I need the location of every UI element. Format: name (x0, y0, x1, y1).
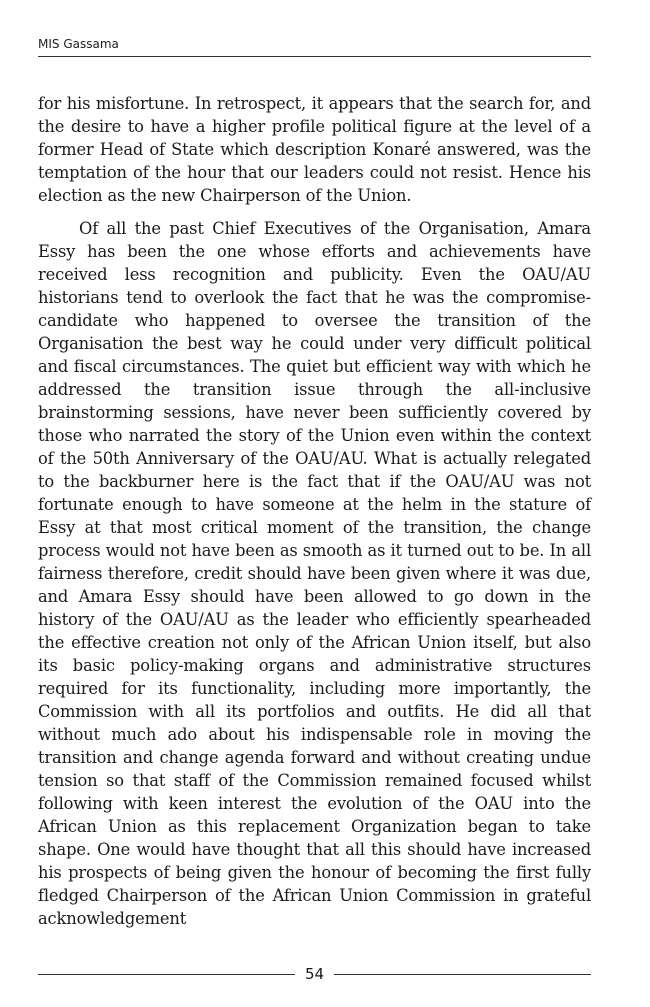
body-text (38, 92, 591, 940)
footer-rule-right (334, 974, 591, 975)
running-header: MIS Gassama (38, 37, 119, 51)
paragraph-continued: for his misfortune. In retrospect, it appears that the search for, and the desire to have a higher profile political figure at the level of a former Head of State which description Konaré answered, was the temptation of the hour that our leaders could not resist. Hence his election as the new Chairperson of the Union. (38, 94, 591, 205)
paragraph-amara-essy: Of all the past Chief Executives of the Organisation, Amara Essy has been the one whose efforts and achievements have received less recognition and publicity. Even the OAU/AU historians tend to overlook the fact that he was the compromise-candidate who happened to oversee the transition of the Organisation the best way he could under very difficult political and fiscal circumstances. The quiet but efficient way with which he addressed the transition issue through the all-inclusive brainstorming sessions, have never been sufficiently covered by those who narrated the story of the Union even within the context of the 50th Anniversary of the OAU/AU. What is actually relegated to the backburner here is the fact that if the OAU/AU was not fortunate enough to have someone at the helm in the stature of Essy at that most critical moment of the transition, the change process would not have been as smooth as it turned out to be. In all fairness therefore, credit should have been given where it was due, and Amara Essy should have been allowed to go down in the history of the OAU/AU as the leader who efficiently spearheaded the effective creation not only of the African Union itself, but also its basic policy-making organs and administrative structures required for its functionality, including more importantly, the Commission with all its portfolios and outfits. He did all that without much ado about his indispensable role in moving the transition and change agenda forward and without creating undue tension so that staff of the Commission remained focused whilst following with keen interest the evolution of the OAU into the African Union as this replacement Organization began to take shape. One would have thought that all this should have increased his prospects of being given the honour of becoming the first fully fledged Chairperson of the African Union Commission in grateful acknowledgement (38, 219, 591, 928)
footer-rule-left (38, 974, 295, 975)
page-footer (38, 963, 591, 985)
header-rule (38, 56, 591, 57)
page-number: 54 (304, 965, 325, 983)
